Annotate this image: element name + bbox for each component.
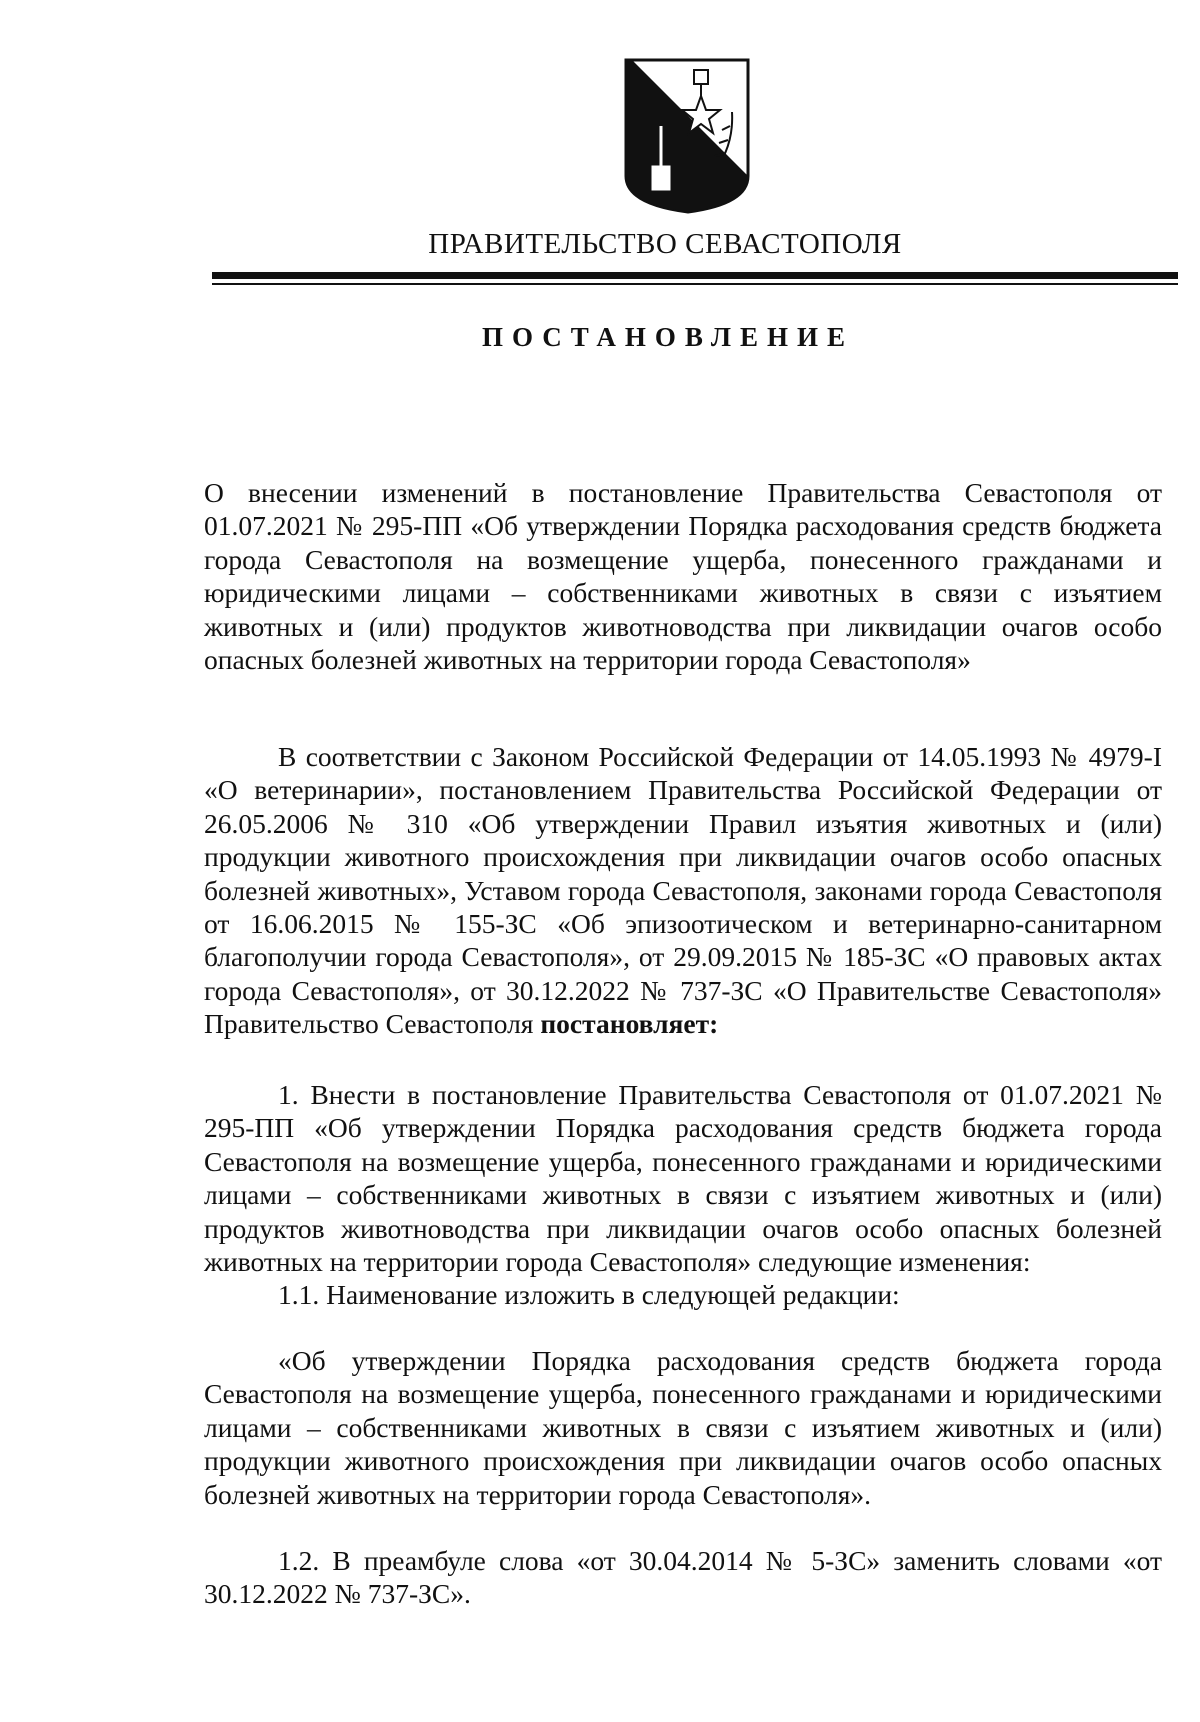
clause-1-text: 1. Внести в постановление Правительства Севастополя от 01.07.2021 № 295-ПП «Об утверждении Порядка расходования средств бюджета города Севастополя на возмещение ущерба, понесенного гражданами и юридическими лицами – собственниками животных в связи с изъятием животных и (или) продуктов животноводства при ликвидации очагов особо опасных болезней животных на территории города Севастополя» следующие изменения: <box>204 1079 1162 1278</box>
document-subject <box>204 476 1162 676</box>
subject-text: О внесении изменений в постановление Правительства Севастополя от 01.07.2021 № 295-ПП «Об утверждении Порядка расходования средств бюджета города Севастополя на возмещение ущерба, понесенного гражданами и юридическими лицами – собственниками животных в связи с изъятием животных и (или) продуктов животноводства при ликвидации очагов особо опасных болезней животных на территории города Севастополя» <box>204 477 1162 676</box>
clause-1 <box>204 1078 1162 1278</box>
preamble-paragraph <box>204 740 1162 1041</box>
header-divider-thin <box>212 283 1178 285</box>
preamble <box>204 740 1162 1041</box>
document-type-title: ПОСТАНОВЛЕНИЕ <box>481 322 855 352</box>
clause-1-1-quote-text: «Об утверждении Порядка расходования средств бюджета города Севастополя на возмещение ущерба, понесенного гражданами и юридическими лицами – собственниками животных в связи с изъятием животных и (или) продукции животного происхождения при ликвидации очагов особо опасных болезней животных на территории города Севастополя». <box>204 1345 1162 1510</box>
clause-1-2-text: 1.2. В преамбуле слова «от 30.04.2014 № 5-ЗС» заменить словами «от 30.12.2022 № 737-ЗС». <box>204 1545 1162 1610</box>
clause-1-1-quote <box>204 1344 1162 1511</box>
government-title: ПРАВИТЕЛЬСТВО СЕВАСТОПОЛЯ <box>428 228 902 260</box>
clause-1-1-text: 1.1. Наименование изложить в следующей редакции: <box>278 1279 900 1310</box>
clause-1-1 <box>204 1278 1162 1311</box>
header-divider-thick <box>212 272 1178 279</box>
clause-1-2 <box>204 1544 1162 1611</box>
preamble-resolves: постановляет: <box>540 1008 719 1040</box>
sevastopol-coat-of-arms-icon <box>622 56 752 214</box>
preamble-text: В соответствии с Законом Российской Федерации от 14.05.1993 № 4979-I «О ветеринарии», постановлением Правительства Российской Федерации от 26.05.2006 № 310 «Об утверждении Правил изъятия животных и (или) продукции животного происхождения при ликвидации очагов особо опасных болезней животных», Уставом города Севастополя, законами города Севастополя от 16.06.2015 № 155-ЗС «Об эпизоотическом и ветеринарно-санитарном благополучии города Севастополя», от 29.09.2015 № 185-ЗС «О правовых актах города Севастополя», от 30.12.2022 № 737-ЗС «О Правительстве Севастополя» Правительство Севастополя <box>204 741 1162 1040</box>
